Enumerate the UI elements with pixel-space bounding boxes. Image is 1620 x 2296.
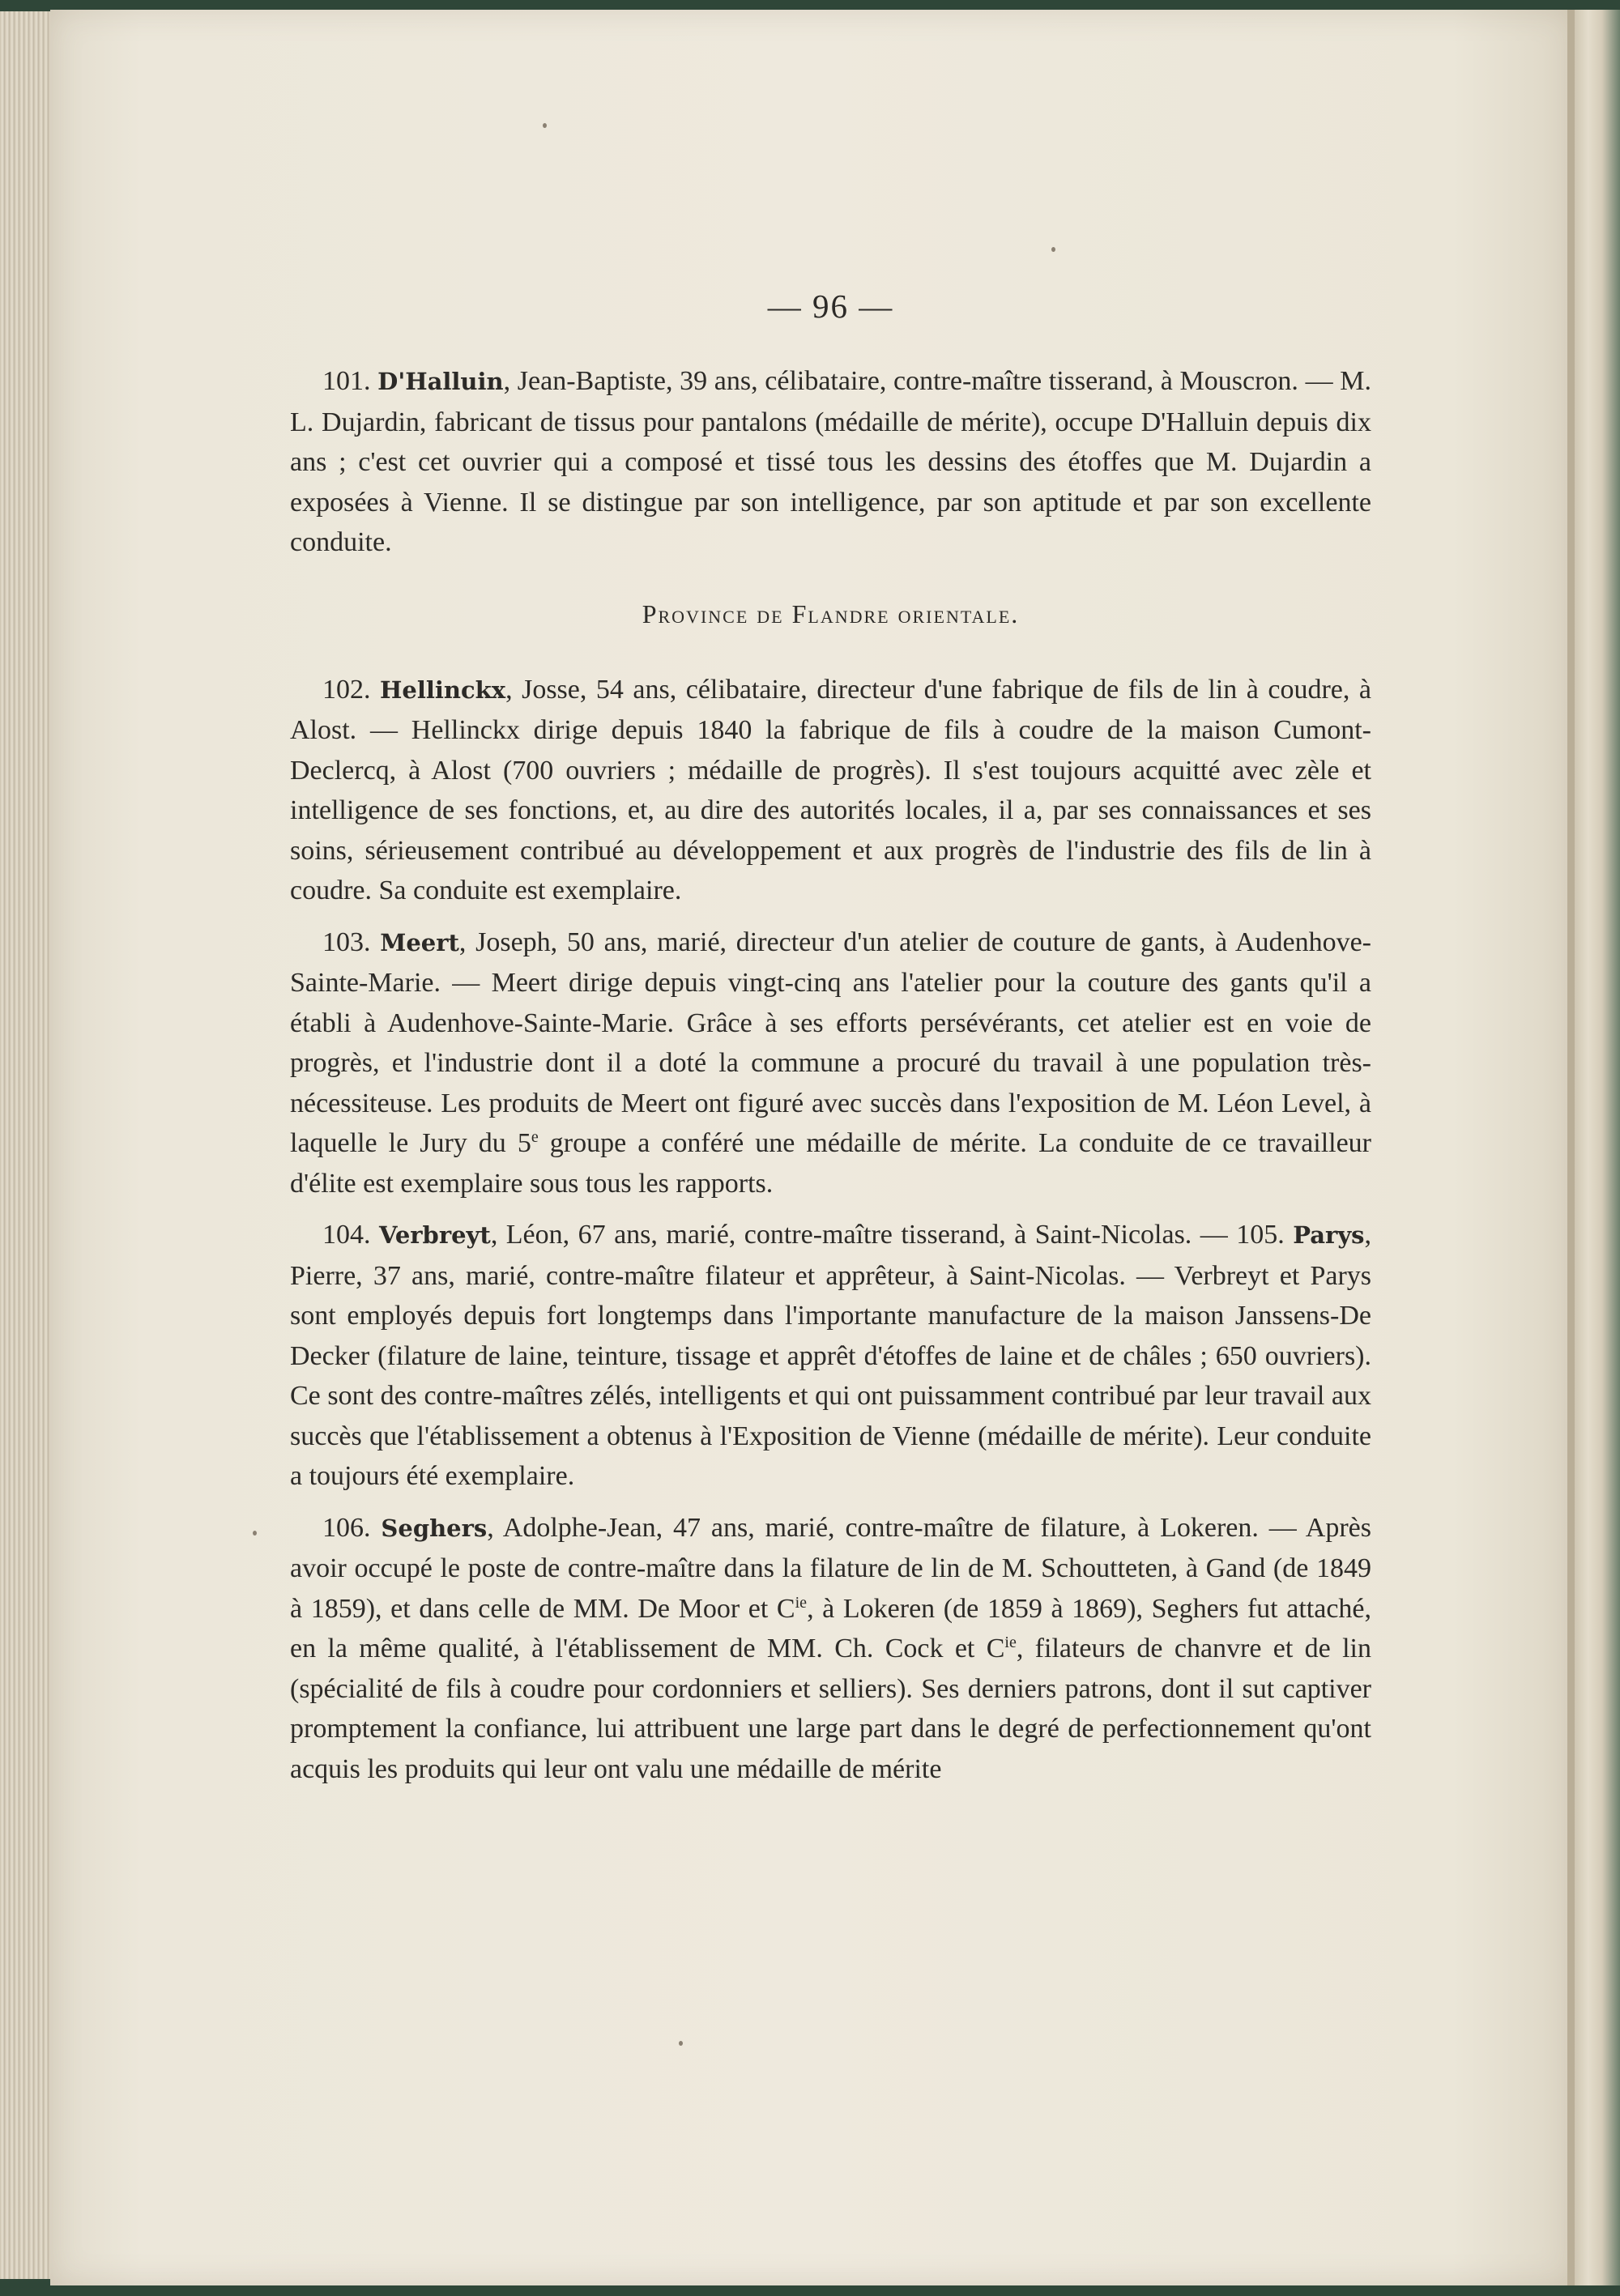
entry-name-second: Parys bbox=[1293, 1221, 1365, 1249]
superscript: ie bbox=[795, 1593, 808, 1612]
paper-speck bbox=[1051, 247, 1055, 252]
section-heading: Province de Flandre orientale. bbox=[642, 598, 1020, 628]
entry-104-105 bbox=[290, 1215, 1371, 1497]
entry-number: 106. bbox=[322, 1512, 371, 1543]
entry-text-cont: groupe a conféré une médaille de mérite. La conduite de ce travailleur d'élite est exemplaire sous tous les rapports. bbox=[290, 1128, 1371, 1199]
entry-name: Verbreyt bbox=[378, 1221, 491, 1249]
entry-number: 102. bbox=[322, 674, 371, 705]
page-number: — 96 — bbox=[767, 288, 894, 325]
entry-text: , Jean-Baptiste, 39 ans, célibataire, contre-maître tisserand, à Mouscron. — M. L. Dujardin, fabricant de tissus pour pantalons (médaille de mérite), occupe D'Halluin depuis dix ans ; c'est cet ouvrier qui a composé et tissé tous les dessins des étoffes que M. Dujardin a exposées à Vienne. Il se distingue par son intelligence, par son aptitude et par son excellente conduite. bbox=[290, 366, 1371, 557]
superscript: ie bbox=[1004, 1634, 1017, 1651]
entry-text-end: , filateurs de chanvre et de lin (spécialité de fils à coudre pour cordonniers et selliers). Ses derniers patrons, dont il sut captiver promptement la confiance, lui attribuent une large part dans le degré de perfectionnement qu'ont acquis les produits qui leur ont valu une médaille de mérite bbox=[290, 1634, 1371, 1784]
entry-106 bbox=[290, 1508, 1371, 1790]
superscript: e bbox=[531, 1128, 539, 1146]
entry-102 bbox=[290, 670, 1371, 911]
paper-speck bbox=[253, 1531, 257, 1536]
paper-speck bbox=[543, 123, 547, 128]
entry-number: 101. bbox=[322, 366, 371, 396]
entry-number: 103. bbox=[322, 926, 371, 957]
entry-text-cont: , à Lokeren (de 1859 à 1869), Seghers fut attaché, en la même qualité, à l'établissement de MM. Ch. Cock et C bbox=[290, 1593, 1372, 1663]
entry-name: Hellinckx bbox=[380, 675, 506, 704]
paper-speck bbox=[679, 2041, 683, 2046]
next-page-edge bbox=[1575, 10, 1620, 2285]
entry-103 bbox=[290, 922, 1371, 1204]
entry-text: , Adolphe-Jean, 47 ans, marié, contre-maître de filature, à Lokeren. — Après avoir occupé le poste de contre-maître dans la filature de lin de M. Schoutteten, à Gand (de 1849 à 1859), et dans celle de MM. De Moor et C bbox=[290, 1512, 1372, 1624]
entry-101 bbox=[290, 361, 1371, 563]
page-text bbox=[290, 282, 1371, 1789]
entry-text: , Josse, 54 ans, célibataire, directeur d'une fabrique de fils de lin à coudre, à Alost. — Hellinckx dirige depuis 1840 la fabrique de fils à coudre de la maison Cumont-Declercq, à Alost (700 ouvriers ; médaille de progrès). Il s'est toujours acquitté avec zèle et intelligence de ses fonctions, et, au dire des autorités locales, il a, par ses connaissances et ses soins, sérieusement contribué au développement et aux progrès de l'industrie des fils de lin à coudre. Sa conduite est exemplaire. bbox=[290, 674, 1371, 905]
entry-number: 104. bbox=[322, 1220, 371, 1250]
entry-name: Seghers bbox=[381, 1514, 488, 1542]
entry-text: , Joseph, 50 ans, marié, directeur d'un atelier de couture de gants, à Audenhove-Sainte-Marie. — Meert dirige depuis vingt-cinq ans l'atelier pour la couture des gants qu'il a établi à Audenhove-Sainte-Marie. Grâce à ses efforts persévérants, cet atelier est en voie de progrès, et l'industrie dont il a doté la commune a procuré du travail à une population très-nécessiteuse. Les produits de Meert ont figuré avec succès dans l'exposition de M. Léon Level, à laquelle le Jury du 5 bbox=[290, 926, 1371, 1158]
entry-name: Meert bbox=[380, 928, 459, 956]
entry-text-cont: , Pierre, 37 ans, marié, contre-maître filateur et apprêteur, à Saint-Nicolas. — Verbreyt et Parys sont employés depuis fort longtemps dans l'importante manufacture de la maison Janssens-De Decker (filature de laine, teinture, tissage et apprêt d'étoffes de laine et de châles ; 650 ouvriers). Ce sont des contre-maîtres zélés, intelligents et qui ont puissamment contribué par leur travail aux succès que l'établissement a obtenus à l'Exposition de Vienne (médaille de mérite). Leur conduite a toujours été exemplaire. bbox=[290, 1220, 1372, 1491]
entry-name: D'Halluin bbox=[377, 368, 504, 395]
entry-text: , Léon, 67 ans, marié, contre-maître tisserand, à Saint-Nicolas. — 105. bbox=[490, 1220, 1294, 1250]
